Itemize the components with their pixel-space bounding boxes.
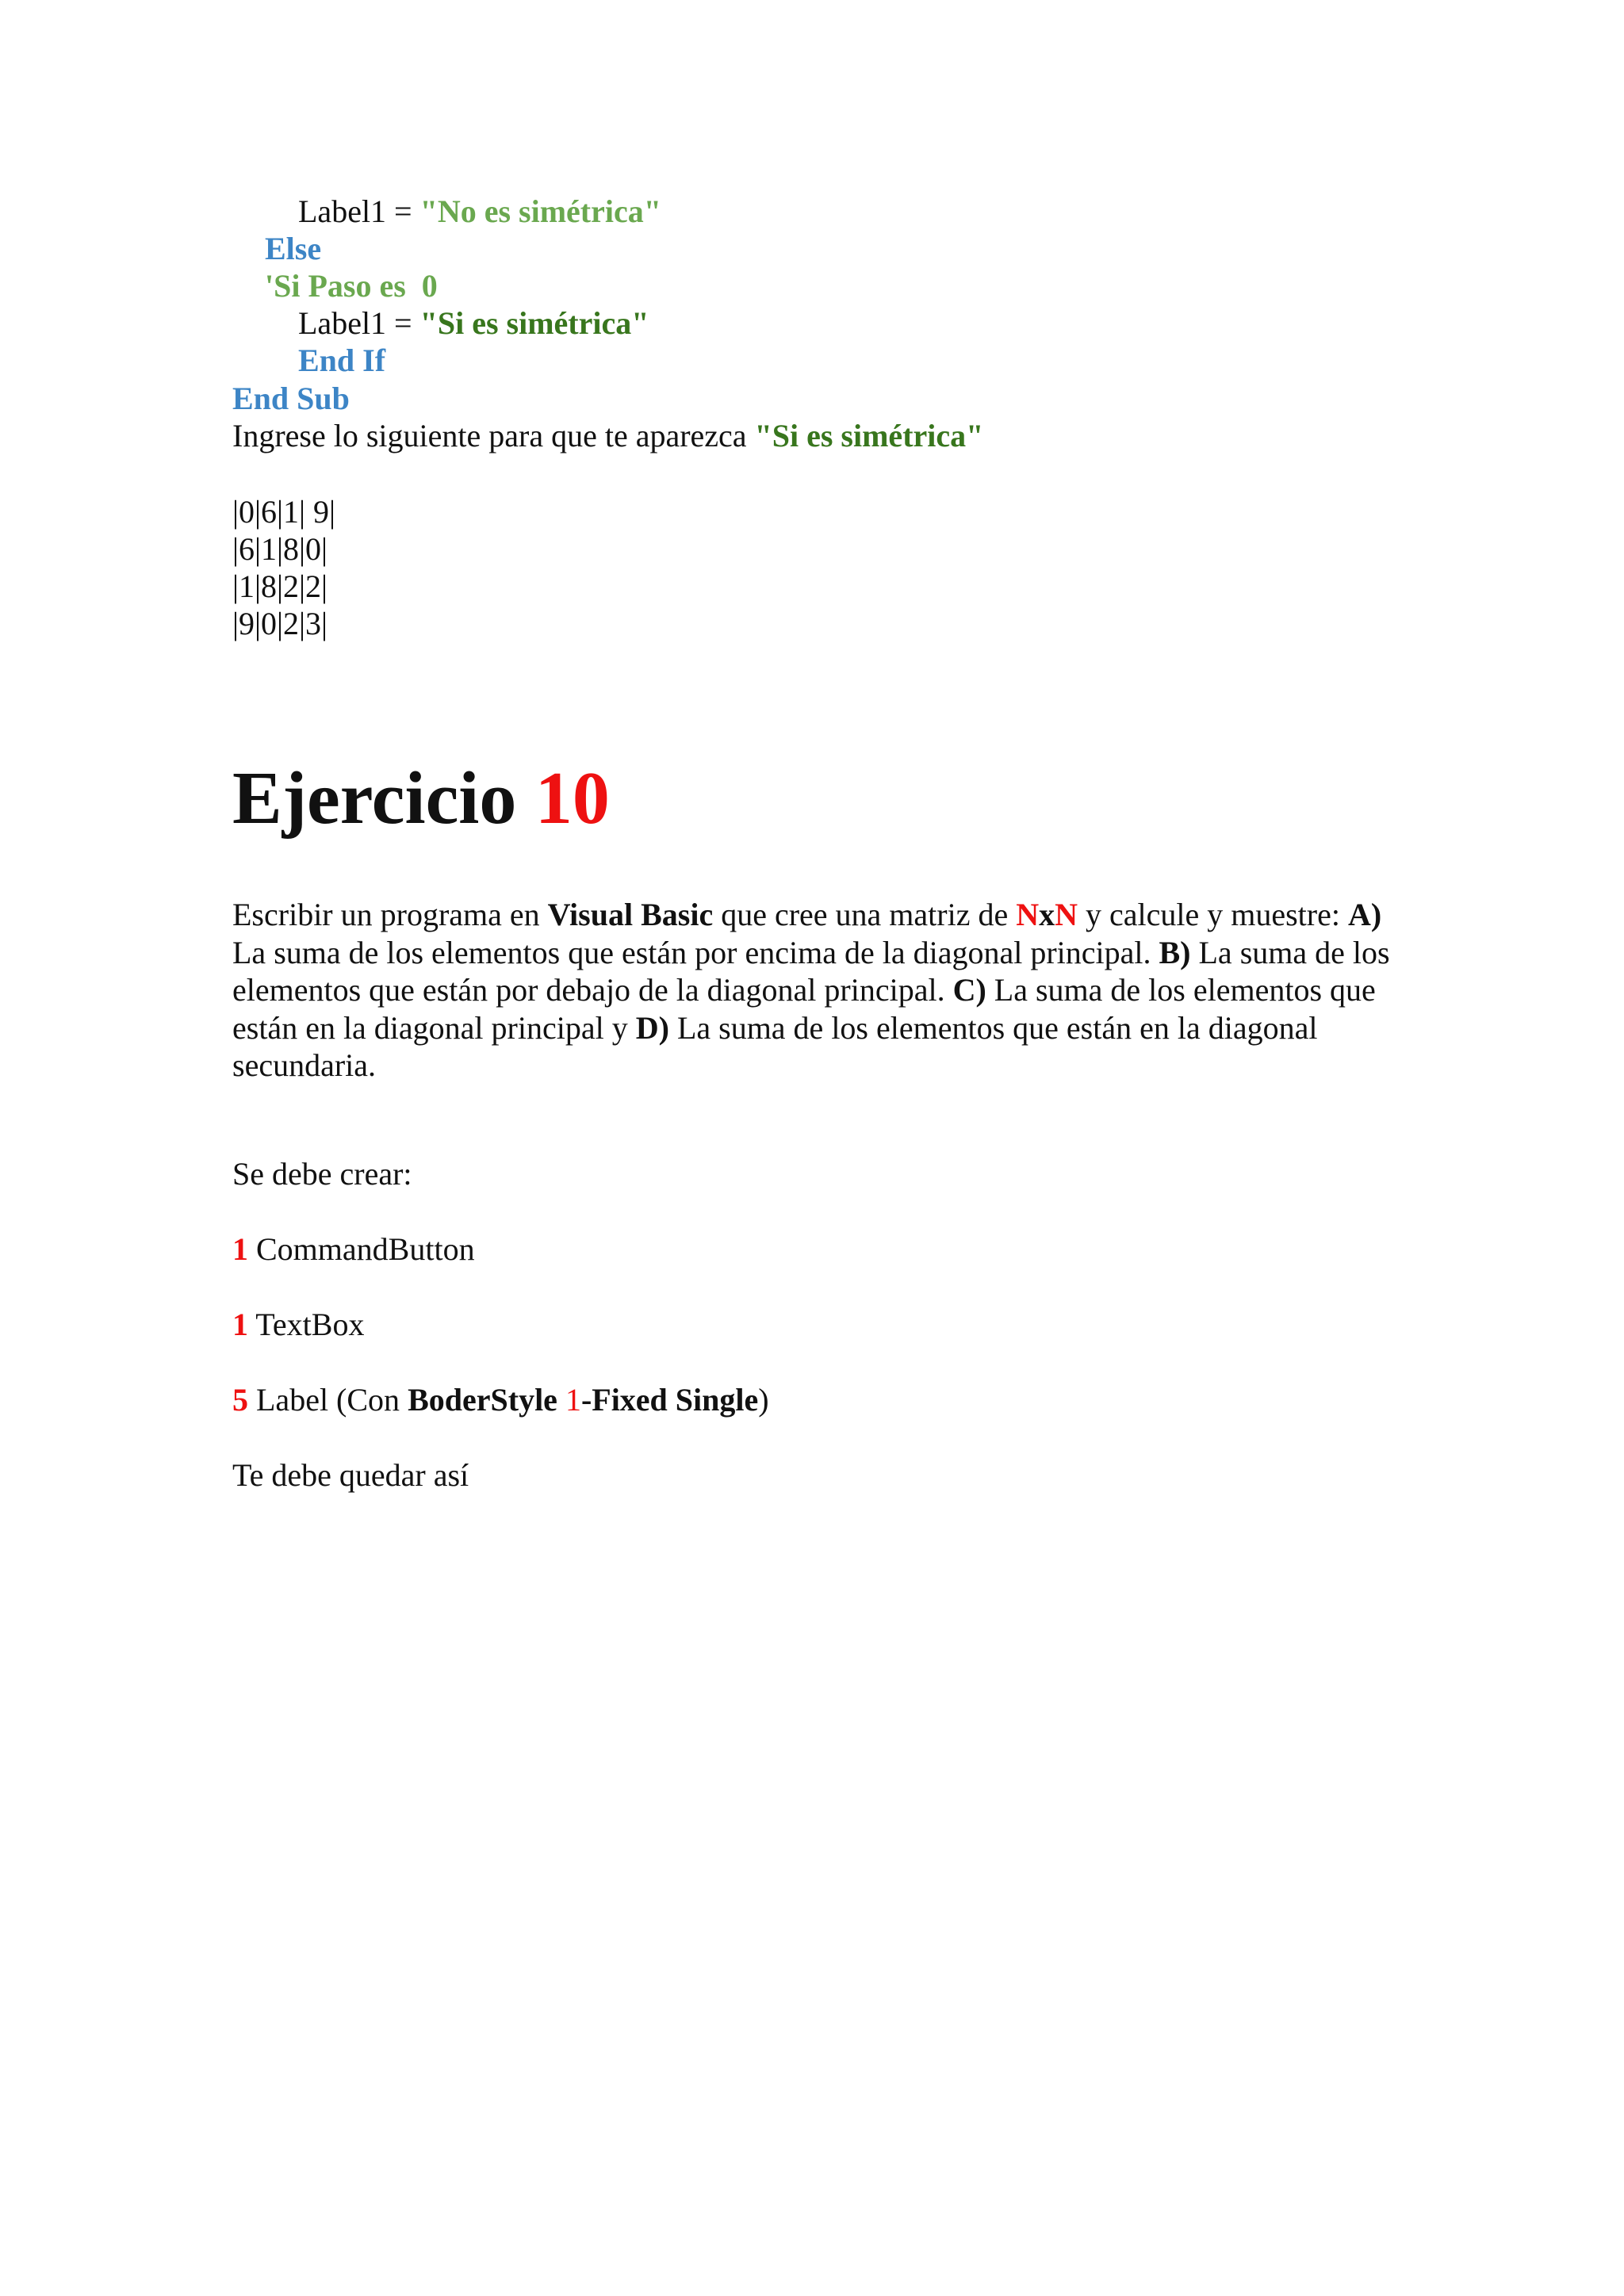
requirement-prop: BoderStyle [408, 1382, 557, 1418]
instruction-text: Ingrese lo siguiente para que te aparezca [232, 418, 755, 453]
heading-number: 10 [534, 757, 610, 840]
requirement-space [557, 1382, 565, 1418]
item-c-marker: C) [952, 972, 986, 1008]
requirement-item [232, 1381, 769, 1419]
code-line-label-si-simetrica [298, 304, 649, 342]
problem-text: y calcule y muestre: [1078, 897, 1348, 932]
matrix-x: x [1039, 897, 1055, 932]
code-assign: Label1 = [298, 193, 420, 229]
requirement-count: 1 [232, 1307, 248, 1342]
code-end-sub: End Sub [232, 381, 350, 416]
requirement-count: 1 [232, 1231, 248, 1267]
item-a-marker: A) [1347, 897, 1382, 932]
matrix-row: |1|8|2|2| [232, 568, 328, 604]
matrix-row: |0|6|1| 9| [232, 494, 336, 530]
heading-word: Ejercicio [232, 757, 535, 840]
requirement-item [232, 1230, 475, 1269]
code-string: "Si es simétrica" [419, 305, 649, 341]
item-a-text: La suma de los elementos que están por encima de la diagonal principal. [232, 934, 1159, 970]
instruction-line [232, 417, 983, 455]
item-d-marker: D) [635, 1009, 669, 1046]
visual-basic-term: Visual Basic [547, 897, 714, 932]
requirement-count: 5 [232, 1382, 248, 1418]
requirement-name: TextBox [248, 1307, 365, 1342]
matrix-row: |9|0|2|3| [232, 606, 328, 641]
problem-statement [232, 896, 1398, 1085]
matrix-n: N [1016, 897, 1040, 932]
problem-text: Escribir un programa en [232, 897, 548, 932]
code-string: "No es simétrica" [419, 193, 661, 229]
matrix-row: |6|1|8|0| [232, 531, 328, 567]
instruction-highlight: "Si es simétrica" [754, 418, 984, 453]
requirement-name: Label (Con [248, 1382, 408, 1418]
requirement-item [232, 1306, 364, 1344]
code-else: Else [265, 231, 322, 266]
item-b-marker: B) [1159, 934, 1191, 970]
exercise-heading [232, 755, 610, 842]
requirements-intro: Se debe crear: [232, 1156, 412, 1192]
item-b-text: La suma de los elementos que están por debajo de la diagonal principal. [232, 934, 1390, 1008]
item-d-text: La suma de los elementos que están en la diagonal secundaria. [232, 1009, 1318, 1083]
requirement-value-text: -Fixed Single [580, 1382, 759, 1418]
requirement-name: CommandButton [248, 1231, 475, 1267]
matrix-n: N [1055, 897, 1078, 932]
code-line-label-no-simetrica [298, 193, 661, 231]
requirements-outro: Te debe quedar así [232, 1457, 469, 1493]
problem-text: que cree una matriz de [713, 897, 1017, 932]
item-c-text: La suma de los elementos que están en la diagonal principal y [232, 972, 1376, 1046]
code-end-if: End If [298, 342, 386, 378]
requirement-value-number: 1 [565, 1382, 581, 1418]
code-comment: 'Si Paso es 0 [265, 268, 438, 304]
requirement-close: ) [758, 1382, 769, 1418]
code-assign: Label1 = [298, 305, 420, 341]
